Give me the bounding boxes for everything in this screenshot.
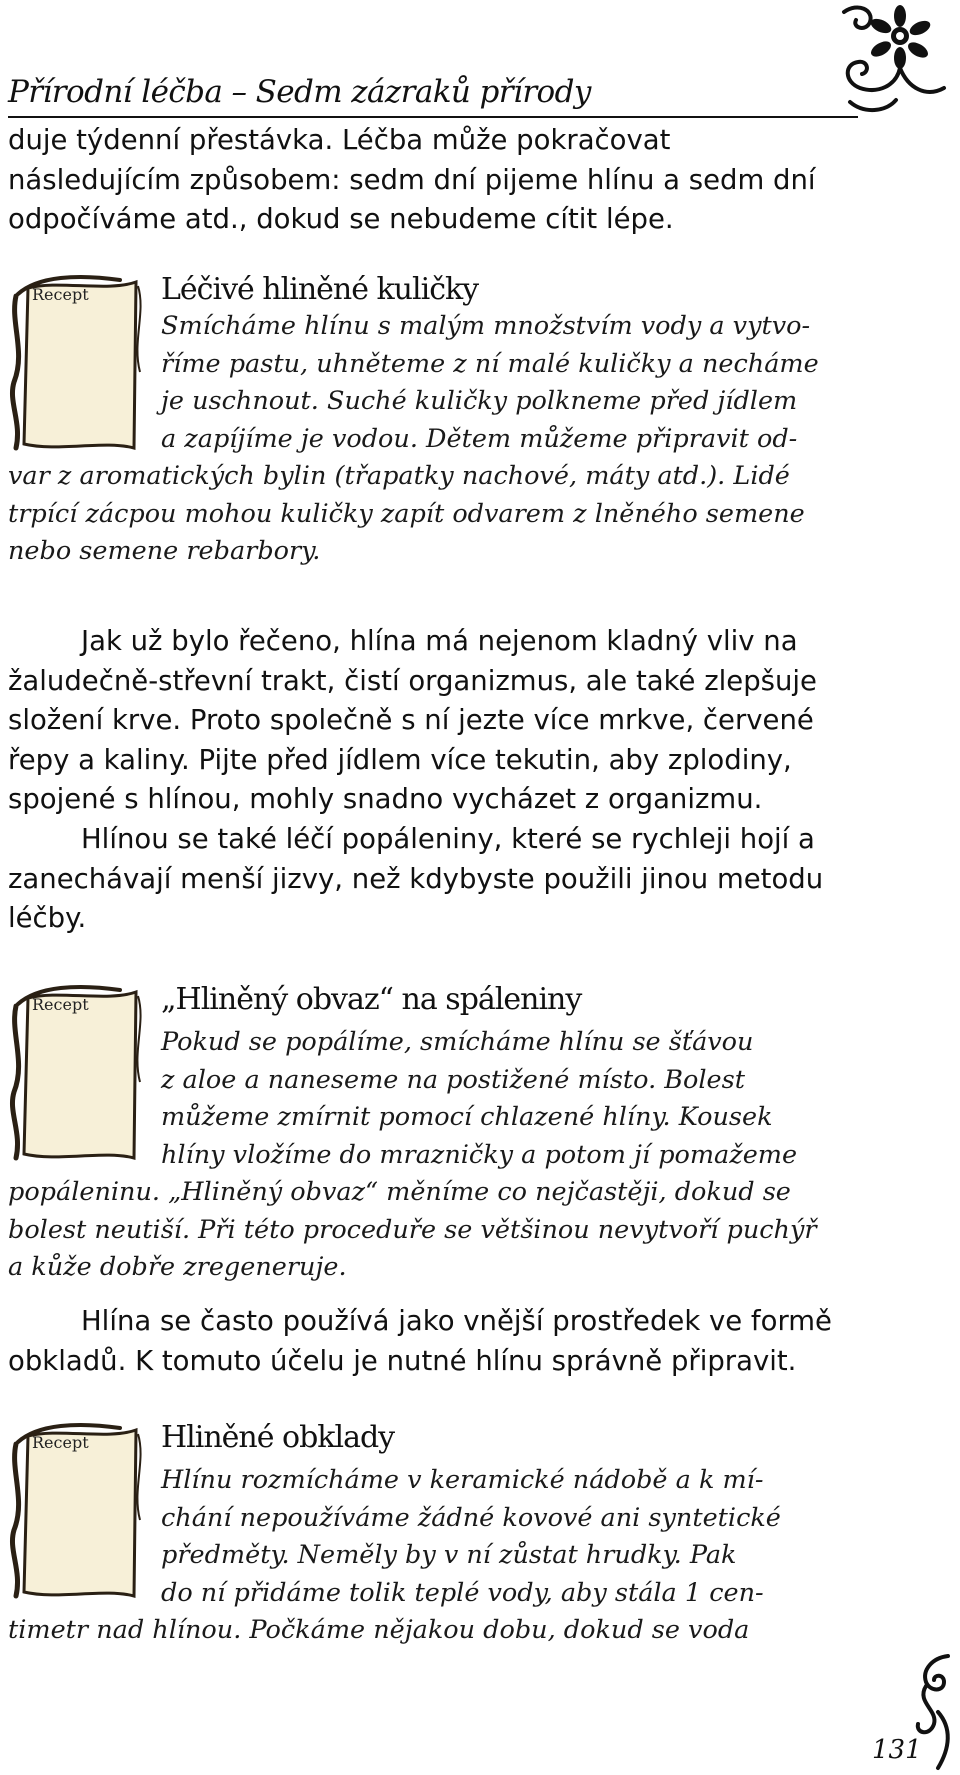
recipe-line: do ní přidáme tolik teplé vody, aby stála 1 cen- [161, 1577, 764, 1608]
body-paragraph-4 [8, 1302, 838, 1381]
recipe-box-3 [8, 1420, 838, 1670]
body-paragraph-2 [8, 622, 838, 939]
recipe-text [8, 308, 819, 571]
recipe-text [8, 1024, 817, 1287]
header-rule [8, 116, 858, 118]
recipe-line: z aloe a naneseme na postižené místo. Bolest [161, 1064, 745, 1095]
recipe-line: je uschnout. Suché kuličky polkneme před jídlem [161, 386, 798, 416]
recipe-label: Recept [32, 1433, 89, 1452]
recipe-line: hlíny vložíme do mrazničky a potom jí pomažeme [161, 1139, 798, 1170]
page-header [8, 70, 908, 118]
recipe-label: Recept [32, 995, 89, 1014]
recipe-line: Smícháme hlínu s malým množstvím vody a vytvo- [161, 311, 811, 341]
recipe-line: předměty. Neměly by v ní zůstat hrudky. Pak [161, 1540, 737, 1570]
recipe-line: říme pastu, uhněteme z ní malé kuličky a necháme [161, 348, 819, 379]
paragraph-text: Hlína se často používá jako vnější prostředek ve formě obkladů. K tomuto účelu je nutné hlínu správně připravit. [8, 1305, 832, 1377]
floral-ornament-icon [830, 2, 954, 120]
recipe-label: Recept [32, 285, 89, 304]
recipe-line: a kůže dobře zregeneruje. [8, 1252, 347, 1282]
recipe-line: a zapíjíme je vodou. Dětem můžeme připravit od- [161, 423, 798, 454]
recipe-title: „Hliněný obvaz“ na spáleniny [161, 982, 582, 1017]
paragraph-text: Jak už bylo řečeno, hlína má nejenom kladný vliv na žaludečně-střevní trakt, čistí organizmus, ale také zlepšuje složení krve. Proto společně s ní jezte více mrkve, červené řepy a kaliny. Pijte před jídlem více tekutin, aby zplodiny, spojené s hlínou, mohly snadno vycházet z organizmu. [8, 625, 817, 816]
recipe-title: Léčivé hliněné kuličky [161, 272, 479, 307]
recipe-line: nebo semene rebarbory. [8, 536, 321, 566]
recipe-line: chání nepoužíváme žádné kovové ani syntetické [161, 1502, 781, 1533]
recipe-line: timetr nad hlínou. Počkáme nějakou dobu, dokud se voda [8, 1615, 750, 1645]
paragraph-text: Hlínou se také léčí popáleniny, které se rychleji hojí a zanechávají menší jizvy, než kdybyste použili jinou metodu léčby. [8, 822, 824, 935]
recipe-line: popáleninu. „Hliněný obvaz“ měníme co nejčastěji, dokud se [8, 1177, 791, 1207]
recipe-line: trpící zácpou mohou kuličky zapít odvarem z lněného semene [8, 498, 805, 529]
body-paragraph-1 [8, 121, 838, 240]
running-header-title: Přírodní léčba – Sedm zázraků přírody [8, 74, 591, 110]
paragraph-text: duje týdenní přestávka. Léčba může pokračovat následujícím způsobem: sedm dní pijeme hlínu a sedm dní odpočíváme atd., dokud se nebudeme cítit lépe. [8, 124, 816, 236]
recipe-line: Pokud se popálíme, smícháme hlínu se šťávou [161, 1027, 754, 1057]
recipe-box-1 [8, 272, 838, 612]
page-number: 131 [872, 1735, 922, 1765]
recipe-line: můžeme zmírnit pomocí chlazené hlíny. Kousek [161, 1102, 773, 1132]
recipe-title: Hliněné obklady [161, 1420, 395, 1455]
recipe-text [8, 1462, 781, 1650]
recipe-line: var z aromatických bylin (třapatky nachové, máty atd.). Lidé [8, 461, 790, 491]
recipe-box-2 [8, 982, 838, 1302]
recipe-line: bolest neutiší. Při této proceduře se většinou nevytvoří puchýř [8, 1214, 817, 1245]
recipe-line: Hlínu rozmícháme v keramické nádobě a k mí- [161, 1465, 764, 1495]
